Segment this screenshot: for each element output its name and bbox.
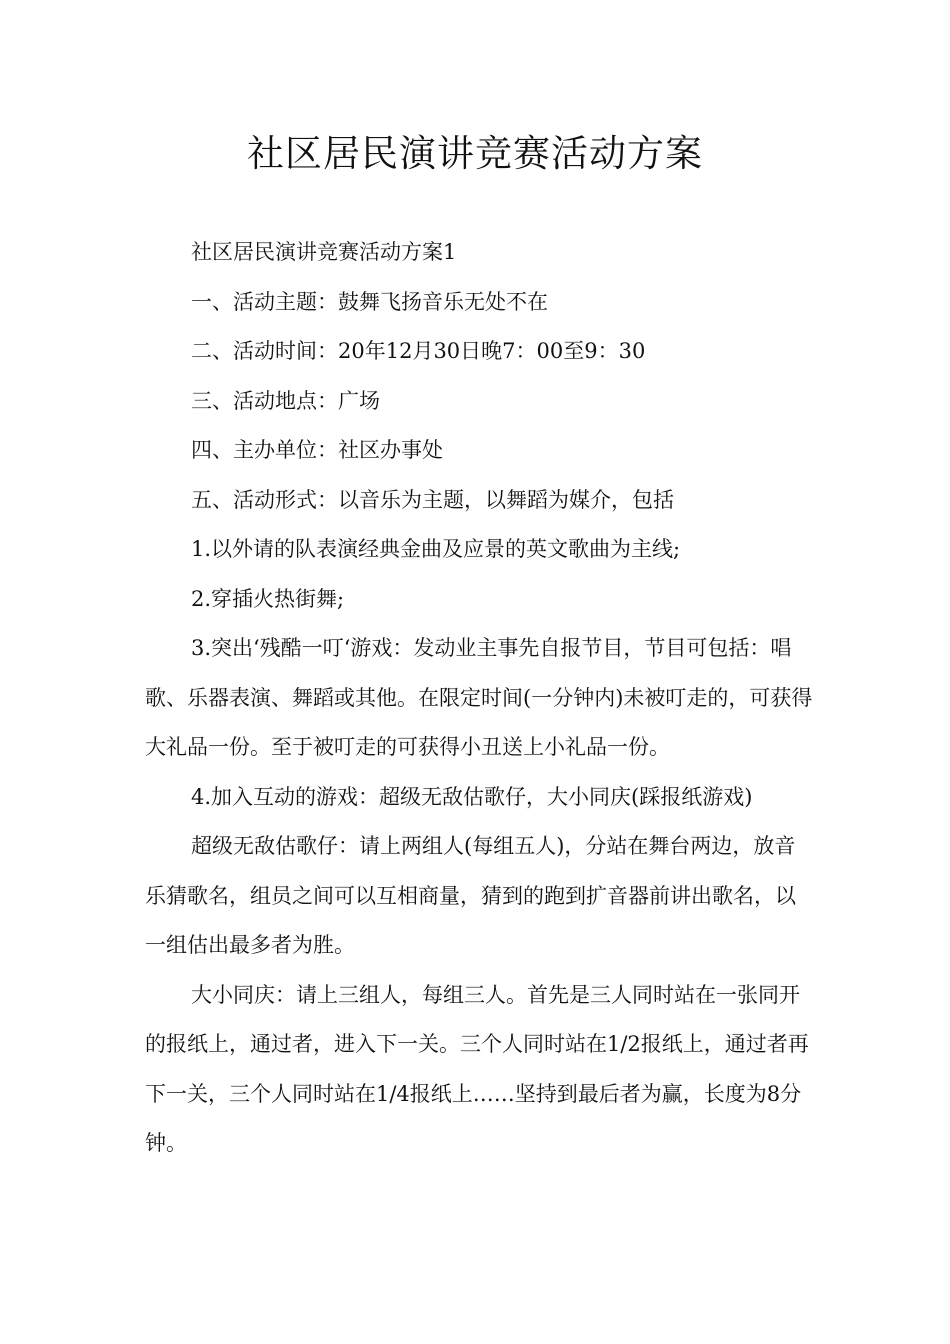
item-1-paragraph: 1.以外请的队表演经典金曲及应景的英文歌曲为主线;	[191, 537, 681, 561]
organizer-paragraph: 四、主办单位：社区办事处	[191, 438, 443, 462]
time-paragraph: 二、活动时间：20年12月30日晚7：00至9：30	[191, 339, 646, 363]
document-title: 社区居民演讲竞赛活动方案	[247, 132, 703, 175]
format-paragraph: 五、活动形式：以音乐为主题，以舞蹈为媒介，包括	[191, 487, 674, 512]
subtitle-paragraph: 社区居民演讲竞赛活动方案1	[191, 240, 457, 264]
item-3-paragraph: 3.突出‘残酷一叮‘游戏：发动业主事先自报节目，节目可包括：唱歌、乐器表演、舞蹈或其他。在限定时间(一分钟内)未被叮走的，可获得大礼品一份。至于被叮走的可获得小丑送上小礼品一份。	[145, 636, 813, 759]
document-body	[145, 228, 813, 1169]
guess-song-game-paragraph: 超级无敌估歌仔：请上两组人(每组五人)，分站在舞台两边，放音乐猜歌名，组员之间可以互相商量，猜到的跑到扩音器前讲出歌名，以一组估出最多者为胜。	[145, 834, 796, 957]
item-2-paragraph: 2.穿插火热街舞;	[191, 586, 345, 611]
newspaper-game-paragraph: 大小同庆：请上三组人，每组三人。首先是三人同时站在一张同开的报纸上，通过者，进入下一关。三个人同时站在1/2报纸上，通过者再下一关，三个人同时站在1/4报纸上……坚持到最后者为赢，长度为8分钟。	[145, 982, 809, 1155]
item-4-paragraph: 4.加入互动的游戏：超级无敌估歌仔，大小同庆(踩报纸游戏)	[191, 784, 753, 809]
location-paragraph: 三、活动地点：广场	[191, 388, 380, 413]
theme-paragraph: 一、活动主题：鼓舞飞扬音乐无处不在	[191, 289, 548, 314]
